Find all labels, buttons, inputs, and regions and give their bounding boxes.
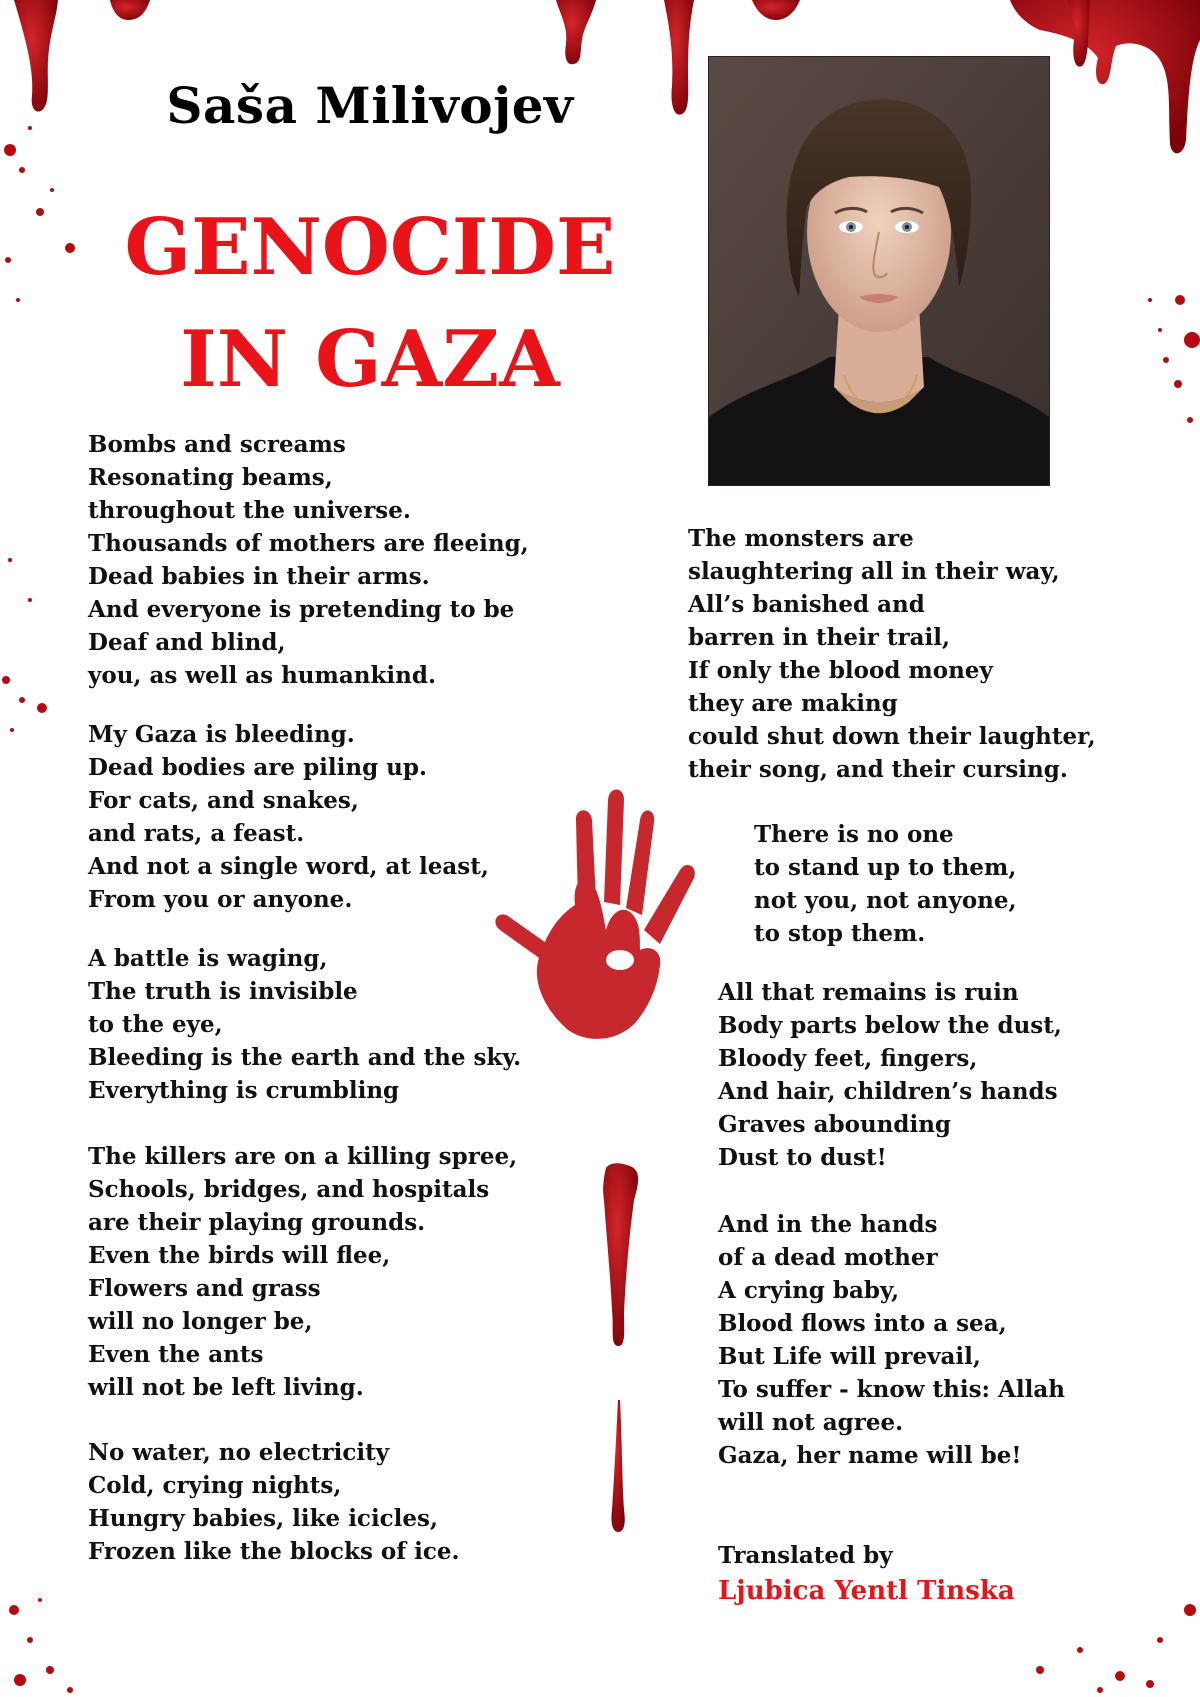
poem-line: Body parts below the dust, <box>718 1012 1062 1039</box>
author-name: Saša Milivojev <box>166 76 574 135</box>
poem-line: From you or anyone. <box>88 886 353 913</box>
poem-line: If only the blood money <box>688 657 993 684</box>
poem-line: throughout the universe. <box>88 497 411 524</box>
poem-line: Resonating beams, <box>88 464 333 491</box>
poem-line: And hair, children’s hands <box>718 1078 1058 1105</box>
poem-line: could shut down their laughter, <box>688 723 1096 750</box>
translated-by-label: Translated by <box>718 1542 893 1569</box>
poem-line: of a dead mother <box>718 1244 938 1271</box>
poem-line: you, as well as humankind. <box>88 662 436 689</box>
poem-line: not you, not anyone, <box>754 887 1017 914</box>
poem-title <box>50 192 690 416</box>
poem-line: But Life will prevail, <box>718 1343 981 1370</box>
poem-line: No water, no electricity <box>88 1439 390 1466</box>
poem-line: A battle is waging, <box>88 945 328 972</box>
poem-line: Bloody feet, fingers, <box>718 1045 978 1072</box>
poem-line: will no longer be, <box>88 1308 313 1335</box>
poem-line: There is no one <box>754 821 954 848</box>
poem-line: are their playing grounds. <box>88 1209 426 1236</box>
author-portrait <box>708 56 1050 486</box>
stanza-8 <box>718 976 1062 1174</box>
poem-line: Deaf and blind, <box>88 629 286 656</box>
poem-line: to stand up to them, <box>754 854 1017 881</box>
blood-drops <box>603 1163 638 1532</box>
poem-line: Dust to dust! <box>718 1144 887 1171</box>
poem-line: To suffer - know this: Allah <box>718 1376 1065 1403</box>
poem-line: And in the hands <box>718 1211 938 1238</box>
poem-line: their song, and their cursing. <box>688 756 1068 783</box>
stanza-6 <box>688 522 1096 786</box>
poem-line: and rats, a feast. <box>88 820 305 847</box>
stanza-7 <box>754 818 1017 950</box>
title-line-1: GENOCIDE <box>124 202 616 293</box>
stanza-5 <box>88 1436 460 1568</box>
poem-line: Even the ants <box>88 1341 264 1368</box>
stanza-4 <box>88 1140 517 1404</box>
stanza-3 <box>88 942 521 1107</box>
poem-line: For cats, and snakes, <box>88 787 359 814</box>
poem-line: Blood flows into a sea, <box>718 1310 1007 1337</box>
poem-line: My Gaza is bleeding. <box>88 721 355 748</box>
poem-line: Graves abounding <box>718 1111 952 1138</box>
poem-line: Even the birds will flee, <box>88 1242 391 1269</box>
poem-line: barren in their trail, <box>688 624 951 651</box>
title-line-2: IN GAZA <box>180 314 560 405</box>
poem-line: Thousands of mothers are fleeing, <box>88 530 529 557</box>
poem-line: Cold, crying nights, <box>88 1472 342 1499</box>
stanza-1 <box>88 428 529 692</box>
poem-line: Dead bodies are piling up. <box>88 754 427 781</box>
poem-line: they are making <box>688 690 898 717</box>
poem-line: And everyone is pretending to be <box>88 596 515 623</box>
poem-line: All that remains is ruin <box>718 979 1019 1006</box>
portrait-illustration <box>709 57 1049 485</box>
poem-line: A crying baby, <box>718 1277 900 1304</box>
poem-line: to stop them. <box>754 920 926 947</box>
poem-line: Bombs and screams <box>88 431 346 458</box>
poem-line: Frozen like the blocks of ice. <box>88 1538 460 1565</box>
poem-line: Bleeding is the earth and the sky. <box>88 1044 522 1071</box>
poem-line: And not a single word, at least, <box>88 853 489 880</box>
poem-line: will not be left living. <box>88 1374 364 1401</box>
poem-line: All’s banished and <box>688 591 925 618</box>
poem-line: to the eye, <box>88 1011 223 1038</box>
translation-credit <box>718 1538 1015 1609</box>
poem-line: Hungry babies, like icicles, <box>88 1505 439 1532</box>
bloody-handprint <box>495 790 694 1039</box>
stanza-9 <box>718 1208 1065 1472</box>
poem-line: The monsters are <box>688 525 914 552</box>
poem-line: The killers are on a killing spree, <box>88 1143 518 1170</box>
poem-line: Dead babies in their arms. <box>88 563 430 590</box>
poem-line: Gaza, her name will be! <box>718 1442 1022 1469</box>
poem-line: slaughtering all in their way, <box>688 558 1060 585</box>
stanza-2 <box>88 718 489 916</box>
poem-line: Everything is crumbling <box>88 1077 400 1104</box>
poem-line: The truth is invisible <box>88 978 358 1005</box>
poem-line: Schools, bridges, and hospitals <box>88 1176 490 1203</box>
poem-line: will not agree. <box>718 1409 904 1436</box>
translator-name: Ljubica Yentl Tinska <box>718 1576 1015 1606</box>
poem-line: Flowers and grass <box>88 1275 321 1302</box>
